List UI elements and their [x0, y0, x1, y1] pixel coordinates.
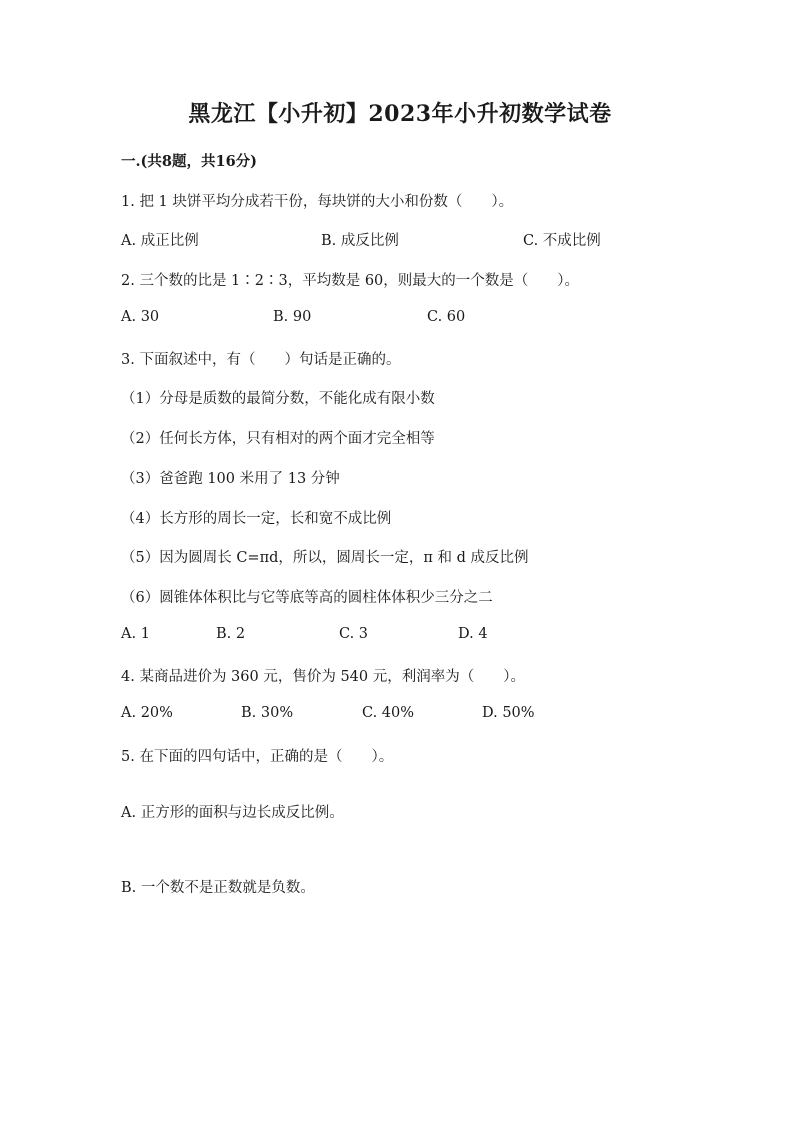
question-3-statement-3: （3）爸爸跑 100 米用了 13 分钟	[121, 471, 340, 487]
question-3-option-a[interactable]: A. 1	[121, 626, 150, 642]
question-3-statement-1: （1）分母是质数的最简分数，不能化成有限小数	[121, 391, 435, 407]
question-3-statement-2: （2）任何长方体，只有相对的两个面才完全相等	[121, 431, 435, 447]
question-1-option-b[interactable]: B. 成反比例	[321, 233, 399, 249]
question-3-option-c[interactable]: C. 3	[339, 626, 369, 642]
question-3-statement-4: （4）长方形的周长一定，长和宽不成比例	[121, 511, 392, 527]
section-heading: 一.(共8题，共16分)	[121, 153, 258, 170]
question-3-statement-6: （6）圆锥体体积比与它等底等高的圆柱体体积少三分之二	[121, 590, 493, 606]
question-4-option-b[interactable]: B. 30%	[241, 705, 294, 721]
question-2-option-c[interactable]: C. 60	[427, 309, 466, 325]
question-2-option-b[interactable]: B. 90	[273, 309, 312, 325]
question-2-stem: 2. 三个数的比是 1∶2∶3，平均数是 60，则最大的一个数是（ ）。	[121, 273, 580, 289]
question-4-option-c[interactable]: C. 40%	[362, 705, 415, 721]
question-3-stem: 3. 下面叙述中，有（ ）句话是正确的。	[121, 352, 401, 368]
question-5-stem: 5. 在下面的四句话中，正确的是（ ）。	[121, 749, 394, 765]
question-3-option-d[interactable]: D. 4	[458, 626, 488, 642]
question-5-option-b[interactable]: B. 一个数不是正数就是负数。	[121, 880, 315, 896]
question-3-option-b[interactable]: B. 2	[216, 626, 246, 642]
question-1-stem: 1. 把 1 块饼平均分成若干份，每块饼的大小和份数（ ）。	[121, 194, 514, 210]
question-2-option-a[interactable]: A. 30	[121, 309, 160, 325]
question-1-option-a[interactable]: A. 成正比例	[121, 233, 199, 249]
question-5-option-a[interactable]: A. 正方形的面积与边长成反比例。	[121, 805, 344, 821]
question-4-option-a[interactable]: A. 20%	[121, 705, 173, 721]
question-1-option-c[interactable]: C. 不成比例	[523, 233, 601, 249]
question-3-statement-5: （5）因为圆周长 C=πd，所以，圆周长一定，π 和 d 成反比例	[121, 550, 529, 566]
question-4-option-d[interactable]: D. 50%	[482, 705, 535, 721]
page-title: 黑龙江【小升初】2023年小升初数学试卷	[188, 101, 612, 127]
question-4-stem: 4. 某商品进价为 360 元，售价为 540 元，利润率为（ ）。	[121, 669, 525, 685]
